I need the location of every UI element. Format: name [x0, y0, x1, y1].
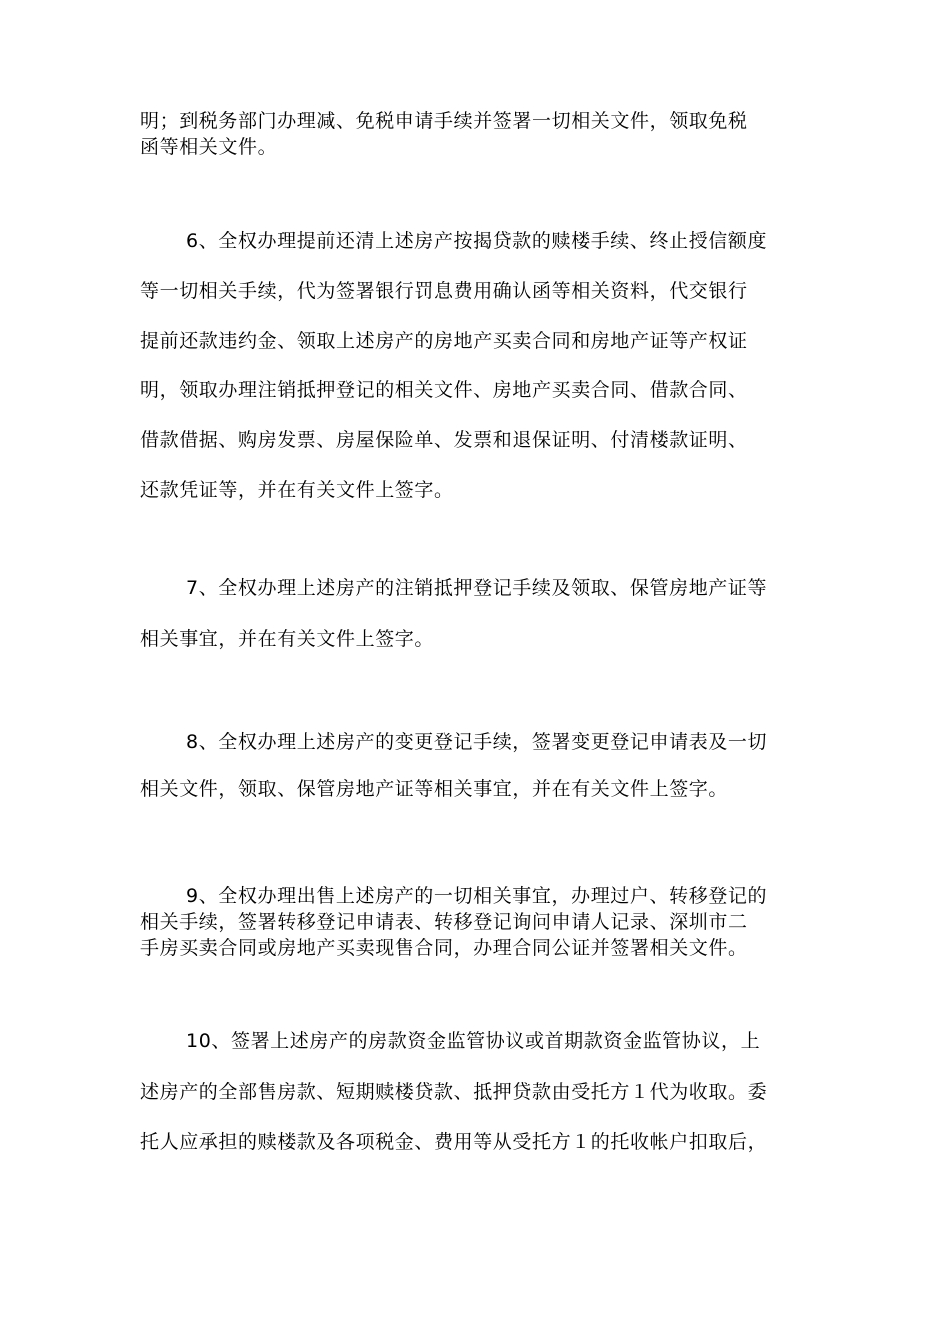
paragraph-9-start: 9、全权办理出售上述房产的一切相关事宜，办理过户、转移登记的 — [186, 885, 768, 907]
text-line: 相关手续，签署转移登记申请表、转移登记询问申请人记录、深圳市二 — [140, 911, 748, 933]
paragraph-7-start: 7、全权办理上述房产的注销抵押登记手续及领取、保管房地产证等 — [186, 577, 768, 599]
text-line: 等一切相关手续，代为签署银行罚息费用确认函等相关资料，代交银行 — [140, 280, 748, 302]
text-line: 相关事宜，并在有关文件上签字。 — [140, 628, 435, 650]
paragraph-6-start: 6、全权办理提前还清上述房产按揭贷款的赎楼手续、终止授信额度 — [186, 230, 768, 252]
text-line: 述房产的全部售房款、短期赎楼贷款、抵押贷款由受托方１代为收取。委 — [140, 1081, 768, 1103]
text-line: 提前还款违约金、领取上述房产的房地产买卖合同和房地产证等产权证 — [140, 330, 748, 352]
text-line: 函等相关文件。 — [140, 136, 278, 158]
text-line: 手房买卖合同或房地产买卖现售合同，办理合同公证并签署相关文件。 — [140, 937, 748, 959]
paragraph-8-start: 8、全权办理上述房产的变更登记手续，签署变更登记申请表及一切 — [186, 731, 768, 753]
text-line: 明，领取办理注销抵押登记的相关文件、房地产买卖合同、借款合同、 — [140, 379, 748, 401]
text-line: 托人应承担的赎楼款及各项税金、费用等从受托方１的托收帐户扣取后， — [140, 1131, 768, 1153]
text-line: 借款借据、购房发票、房屋保险单、发票和退保证明、付清楼款证明、 — [140, 429, 748, 451]
text-line: 相关文件，领取、保管房地产证等相关事宜，并在有关文件上签字。 — [140, 778, 729, 800]
paragraph-10-start: 10、签署上述房产的房款资金监管协议或首期款资金监管协议，上 — [186, 1030, 761, 1052]
text-line: 明；到税务部门办理减、免税申请手续并签署一切相关文件，领取免税 — [140, 110, 748, 132]
text-line: 还款凭证等，并在有关文件上签字。 — [140, 479, 454, 501]
